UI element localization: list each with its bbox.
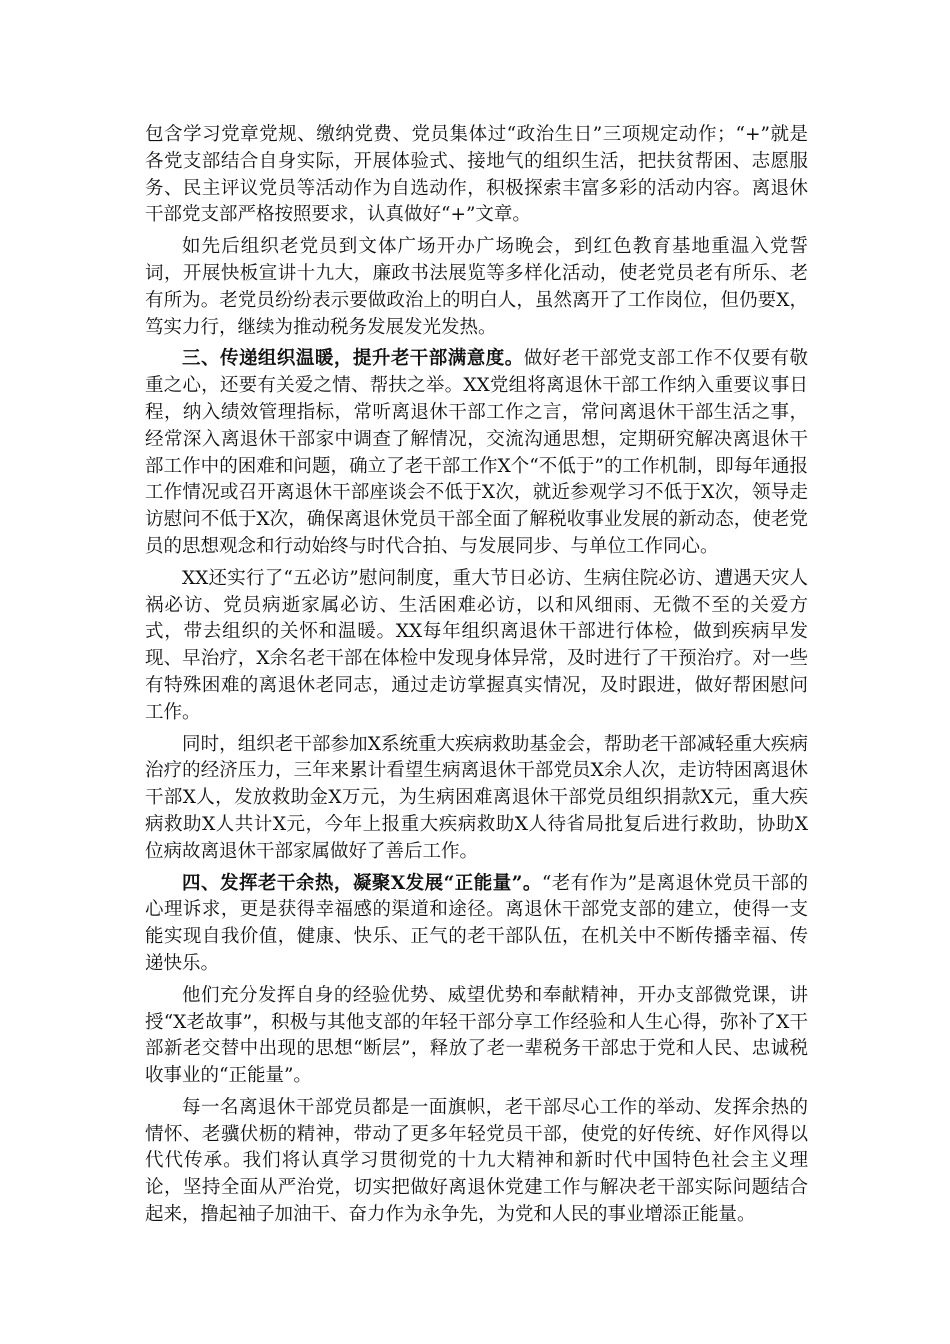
paragraph-text: 如先后组织老党员到文体广场开办广场晚会，到红色教育基地重温入党誓词，开展快板宣讲十九大，廉政书法展览等多样化活动，使老党员老有所乐、老有所为。老党员纷纷表示要做政治上的明白人，虽然离开了工作岗位，但仍要X，笃实力行，继续为推动税务发展发光发热。 [145, 236, 808, 338]
paragraph-text: XX还实行了“五必访”慰问制度，重大节日必访、生病住院必访、遭遇天灾人祸必访、党员病逝家属必访、生活困难必访，以和风细雨、无微不至的关爱方式，带去组织的关怀和温暖。XX每年组织离退休干部进行体检，做到疾病早发现、早治疗，X余名老干部在体检中发现身体异常，及时进行了干预治疗。对一些有特殊困难的离退休老同志，通过走访掌握真实情况，及时跟进，做好帮困慰问工作。 [145, 567, 808, 723]
paragraph [145, 122, 808, 229]
paragraph [145, 732, 808, 866]
paragraph [145, 983, 808, 1090]
section-paragraph-4 [145, 871, 808, 978]
section-paragraph-3 [145, 346, 808, 560]
paragraph-text: “老有作为”是离退休党员干部的心理诉求，更是获得幸福感的渠道和途径。离退休干部党支部的建立，使得一支能实现自我价值，健康、快乐、正气的老干部队伍，在机关中不断传播幸福、传递快乐。 [145, 872, 808, 974]
section-heading: 三、传递组织温暖，提升老干部满意度。 [182, 348, 524, 370]
paragraph [145, 566, 808, 727]
paragraph-text: 包含学习党章党规、缴纳党费、党员集体过“政治生日”三项规定动作；“+”就是各党支部结合自身实际，开展体验式、接地气的组织生活，把扶贫帮困、志愿服务、民主评议党员等活动作为自选动作，积极探索丰富多彩的活动内容。离退休干部党支部严格按照要求，认真做好“+”文章。 [145, 124, 808, 226]
paragraph [145, 1095, 808, 1229]
paragraph-text: 做好老干部党支部工作不仅要有敬重之心，还要有关爱之情、帮扶之举。XX党组将离退休干部工作纳入重要议事日程，纳入绩效管理指标，常听离退休干部工作之言，常问离退休干部生活之事，经常深入离退休干部家中调查了解情况，交流沟通思想，定期研究解决离退休干部工作中的困难和问题，确立了老干部工作X个“不低于”的工作机制，即每年通报工作情况或召开离退休干部座谈会不低于X次，就近参观学习不低于X次，领导走访慰问不低于X次，确保离退休党员干部全面了解税收事业发展的新动态，使老党员的思想观念和行动始终与时代合拍、与发展同步、与单位工作同心。 [145, 348, 808, 557]
paragraph-text: 他们充分发挥自身的经验优势、威望优势和奉献精神，开办支部微党课，讲授“X老故事”，积极与其他支部的年轻干部分享工作经验和人生心得，弥补了X干部新老交替中出现的思想“断层”，释放了老一辈税务干部忠于党和人民、忠诚税收事业的“正能量”。 [145, 984, 808, 1087]
paragraph-text: 每一名离退休干部党员都是一面旗帜，老干部尽心工作的举动、发挥余热的情怀、老骥伏枥的精神，带动了更多年轻党员干部，使党的好传统、好作风得以代代传承。我们将认真学习贯彻党的十九大精神和新时代中国特色社会主义理论，坚持全面从严治党，切实把做好离退休党建工作与解决老干部实际问题结合起来，撸起袖子加油干、奋力作为永争先，为党和人民的事业增添正能量。 [145, 1096, 808, 1226]
document-body [145, 122, 808, 1234]
section-heading: 四、发挥老干余热，凝聚X发展“正能量”。 [182, 872, 542, 894]
paragraph [145, 234, 808, 341]
paragraph-text: 同时，组织老干部参加X系统重大疾病救助基金会，帮助老干部减轻重大疾病治疗的经济压力，三年来累计看望生病离退休干部党员X余人次，走访特困离退休干部X人，发放救助金X万元，为生病困难离退休干部党员组织捐款X元，重大疾病救助X人共计X元，今年上报重大疾病救助X人待省局批复后进行救助，协助X位病故离退休干部家属做好了善后工作。 [145, 733, 808, 862]
